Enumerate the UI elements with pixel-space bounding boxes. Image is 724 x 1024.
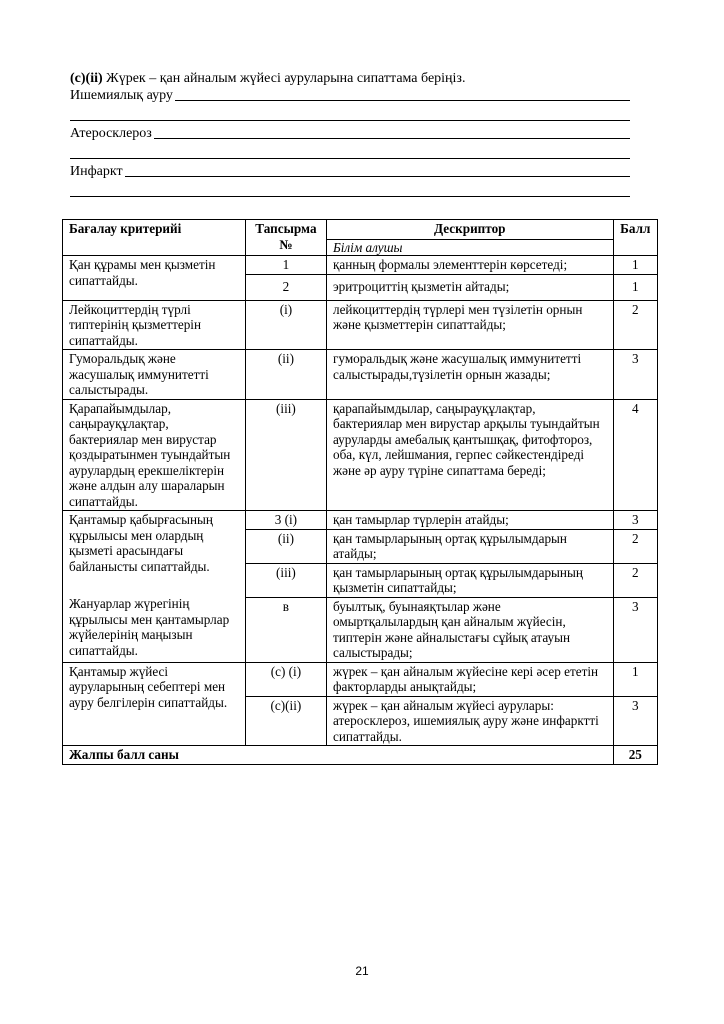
descriptor-cell: лейкоциттердің түрлері мен түзілетін орнын және қызметтерін сипаттайды; <box>326 300 613 350</box>
task-cell: в <box>245 597 326 662</box>
answer-blank-line[interactable] <box>70 104 630 121</box>
criteria-cell: Қарапайымдылар, саңырауқұлақтар, бактериялар мен вирустар қоздыратынмен туындайтын аурулардың ерекшеліктерін және алдын алу шараларын сипаттайды. <box>63 399 246 511</box>
header-task: Тапсырма № <box>245 220 326 256</box>
table-total-row <box>63 746 658 765</box>
table-header-row <box>63 220 658 256</box>
total-score: 25 <box>613 746 657 765</box>
question-block <box>70 70 630 199</box>
task-cell: (i) <box>245 300 326 350</box>
score-cell: 2 <box>613 300 657 350</box>
descriptor-cell: қан тамырларының ортақ құрылымдарын атайды; <box>326 529 613 563</box>
descriptor-cell: қан тамырлар түрлерін атайды; <box>326 511 613 530</box>
task-cell: 1 <box>245 256 326 275</box>
descriptor-cell: эритроциттің қызметін айтады; <box>326 274 613 300</box>
answer-label: Ишемиялық ауру <box>70 88 173 103</box>
score-cell: 3 <box>613 597 657 662</box>
task-cell: (ii) <box>245 350 326 400</box>
descriptor-cell: жүрек – қан айналым жүйесіне кері әсер ететін факторларды анықтайды; <box>326 662 613 696</box>
score-cell: 3 <box>613 350 657 400</box>
answer-blank-line[interactable] <box>70 180 630 197</box>
answer-line-ischemic[interactable] <box>70 87 630 104</box>
question-number: (c)(ii) <box>70 71 103 86</box>
table-row <box>63 662 658 696</box>
header-descriptor-label: Дескриптор <box>434 221 506 236</box>
task-cell: (iii) <box>245 399 326 511</box>
header-score: Балл <box>613 220 657 256</box>
descriptor-cell: қанның формалы элементтерін көрсетеді; <box>326 256 613 275</box>
criteria-text-2: Жануарлар жүрегінің құрылысы мен қантамырлар жүйелерінің маңызын сипаттайды. <box>69 596 230 658</box>
question-text: Жүрек – қан айналым жүйесі ауруларына сипаттама беріңіз. <box>102 71 466 86</box>
table-row <box>63 350 658 400</box>
table-row <box>63 256 658 275</box>
descriptor-cell: қан тамырларының ортақ құрылымдарының қызметін сипаттайды; <box>326 563 613 597</box>
task-cell: (iii) <box>245 563 326 597</box>
task-cell: (ii) <box>245 529 326 563</box>
answer-rule[interactable] <box>125 163 630 177</box>
criteria-cell <box>63 511 246 663</box>
score-cell: 4 <box>613 399 657 511</box>
answer-rule[interactable] <box>154 125 630 139</box>
table-row <box>63 399 658 511</box>
descriptor-cell: қарапайымдылар, саңырауқұлақтар, бактериялар мен вирустар арқылы туындайтын ауруларды амебалық қантышқақ, фитофтороз, оба, күл, лейшмания, герпес сәйкестендіреді және әр ауру түріне сипаттама береді; <box>326 399 613 511</box>
header-criteria: Бағалау критерийі <box>63 220 246 256</box>
descriptor-cell: жүрек – қан айналым жүйесі аурулары: атеросклероз, ишемиялық ауру және инфарктті сипаттайды. <box>326 696 613 746</box>
header-descriptor <box>326 220 613 256</box>
criteria-cell: Қантамыр жүйесі ауруларының себептері мен ауру белгілерін сипаттайды. <box>63 662 246 746</box>
answer-rule[interactable] <box>175 87 630 101</box>
task-cell: (c) (i) <box>245 662 326 696</box>
answer-label: Атеросклероз <box>70 126 152 141</box>
descriptor-cell: гуморальдық және жасушалық иммунитетті салыстырады,түзілетін орнын жазады; <box>326 350 613 400</box>
task-cell: 2 <box>245 274 326 300</box>
descriptor-cell: буылтық, буынаяқтылар және омыртқалылардың қан айналым жүйесін, типтерін және айналыстағы сұйық атауын салыстырады; <box>326 597 613 662</box>
score-cell: 2 <box>613 529 657 563</box>
header-descriptor-sub: Білім алушы <box>327 239 613 256</box>
criteria-cell: Қан құрамы мен қызметін сипаттайды. <box>63 256 246 301</box>
criteria-cell: Лейкоциттердің түрлі типтерінің қызметтерін сипаттайды. <box>63 300 246 350</box>
score-cell: 2 <box>613 563 657 597</box>
table-row <box>63 511 658 530</box>
task-cell: (c)(ii) <box>245 696 326 746</box>
criteria-cell: Гуморальдық және жасушалық иммунитетті салыстырады. <box>63 350 246 400</box>
score-cell: 1 <box>613 662 657 696</box>
question-title <box>70 70 630 87</box>
score-cell: 1 <box>613 274 657 300</box>
answer-line-infarct[interactable] <box>70 163 630 180</box>
score-cell: 1 <box>613 256 657 275</box>
table-row <box>63 300 658 350</box>
score-cell: 3 <box>613 511 657 530</box>
answer-blank-line[interactable] <box>70 142 630 159</box>
answer-label: Инфаркт <box>70 164 123 179</box>
answer-line-atherosclerosis[interactable] <box>70 125 630 142</box>
task-cell: 3 (i) <box>245 511 326 530</box>
score-cell: 3 <box>613 696 657 746</box>
assessment-rubric-table <box>62 219 658 765</box>
criteria-text: Қантамыр қабырғасының құрылысы мен олардың қызметі арасындағы байланысты сипаттайды. <box>69 512 213 574</box>
page-number: 21 <box>355 964 369 978</box>
total-label: Жалпы балл саны <box>63 746 614 765</box>
